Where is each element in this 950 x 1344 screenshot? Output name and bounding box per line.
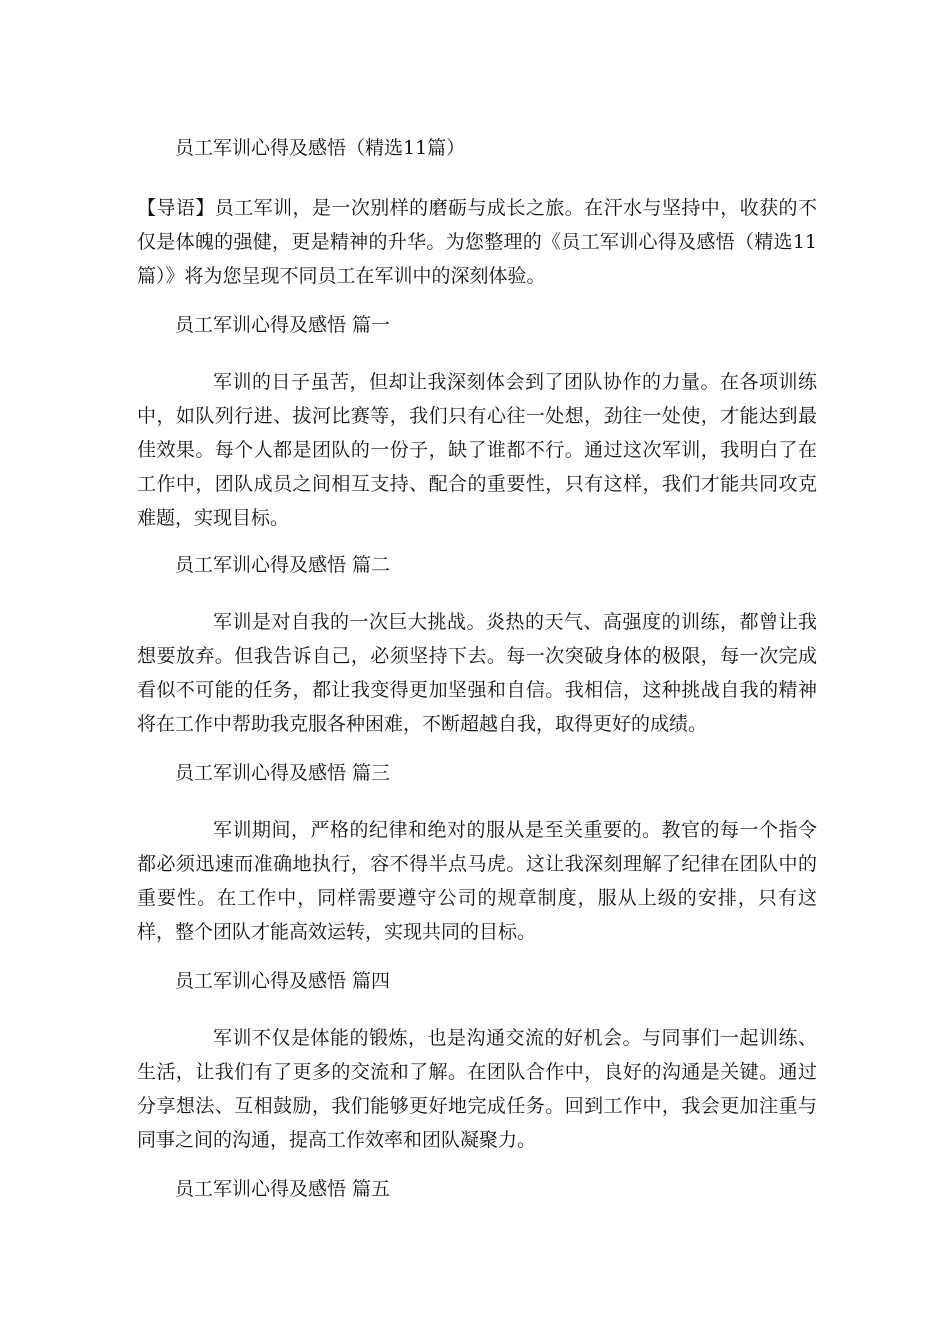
document-title: 员工军训心得及感悟（精选11篇） [175, 137, 466, 159]
section-body-3: 军训期间，严格的纪律和绝对的服从是至关重要的。教官的每一个指令都必须迅速而准确地执行，容不得半点马虎。这让我深刻理解了纪律在团队中的重要性。在工作中，同样需要遵守公司的规章制度，服从上级的安排，只有这样，整个团队才能高效运转，实现共同的目标。 [137, 819, 817, 943]
section-body-1: 军训的日子虽苦，但却让我深刻体会到了团队协作的力量。在各项训练中，如队列行进、拔河比赛等，我们只有心往一处想，劲往一处使，才能达到最佳效果。每个人都是团队的一份子，缺了谁都不行。通过这次军训，我明白了在工作中，团队成员之间相互支持、配合的重要性，只有这样，我们才能共同攻克难题，实现目标。 [137, 371, 817, 529]
section-body-2: 军训是对自我的一次巨大挑战。炎热的天气、高强度的训练，都曾让我想要放弃。但我告诉自己，必须坚持下去。每一次突破身体的极限，每一次完成看似不可能的任务，都让我变得更加坚强和自信。我相信，这种挑战自我的精神将在工作中帮助我克服各种困难，不断超越自我，取得更好的成绩。 [137, 611, 817, 735]
section-heading-1: 员工军训心得及感悟 篇一 [175, 314, 391, 336]
section-body-4: 军训不仅是体能的锻炼，也是沟通交流的好机会。与同事们一起训练、生活，让我们有了更多的交流和了解。在团队合作中，良好的沟通是关键。通过分享想法、互相鼓励，我们能够更好地完成任务。回到工作中，我会更加注重与同事之间的沟通，提高工作效率和团队凝聚力。 [137, 1027, 817, 1151]
section-heading-2: 员工军训心得及感悟 篇二 [175, 554, 391, 576]
section-heading-4: 员工军训心得及感悟 篇四 [175, 970, 391, 992]
section-heading-5: 员工军训心得及感悟 篇五 [175, 1178, 391, 1200]
section-heading-3: 员工军训心得及感悟 篇三 [175, 762, 391, 784]
intro-paragraph: 【导语】员工军训，是一次别样的磨砺与成长之旅。在汗水与坚持中，收获的不仅是体魄的强健，更是精神的升华。为您整理的《员工军训心得及感悟（精选11篇）》将为您呈现不同员工在军训中的深刻体验。 [137, 197, 817, 287]
